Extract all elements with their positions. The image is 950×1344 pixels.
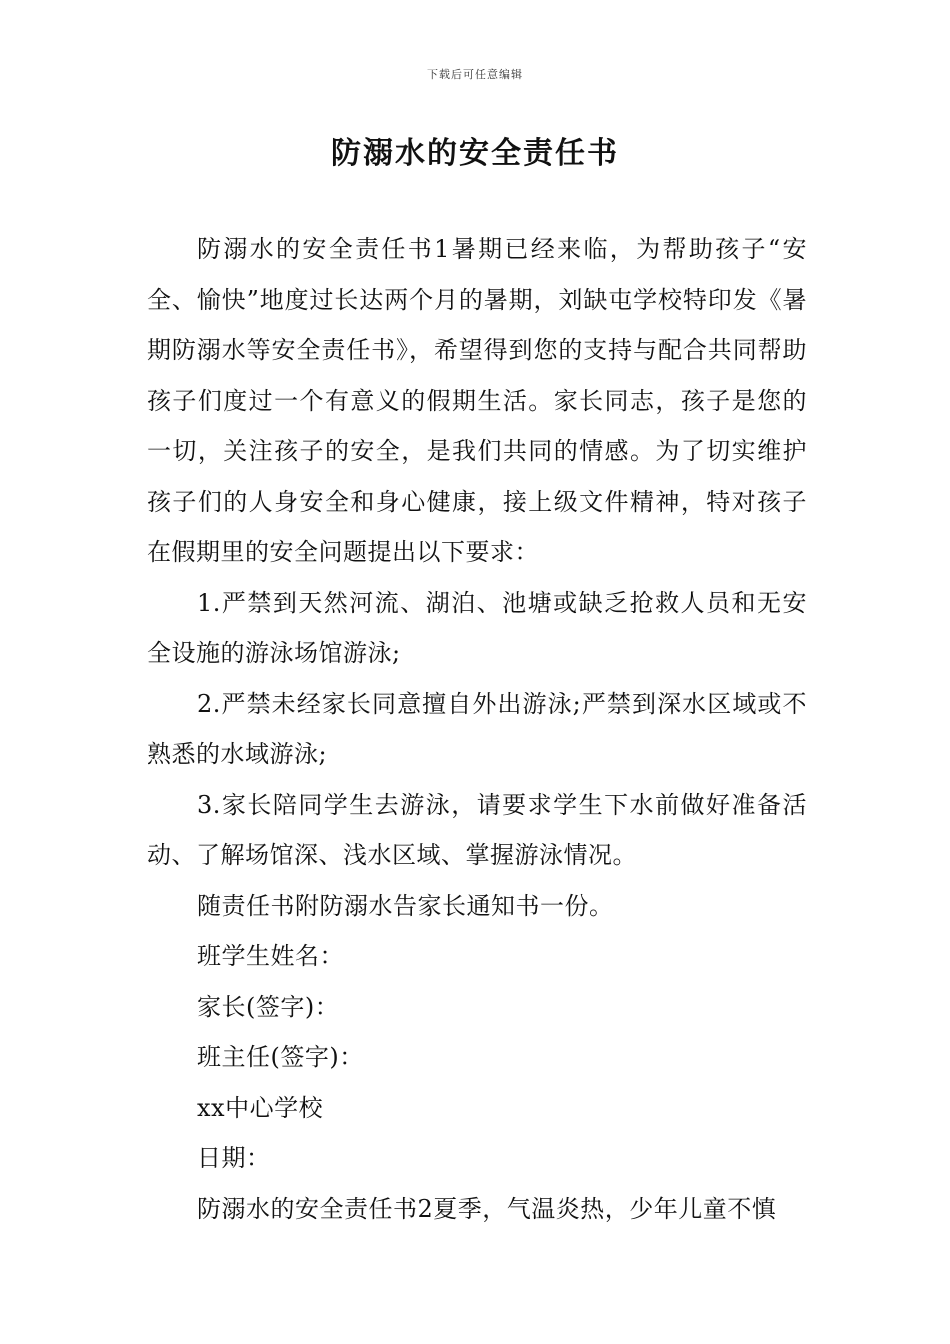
teacher-signature-field: 班主任(签字)： <box>197 1043 364 1071</box>
intro-paragraph: 防溺水的安全责任书1暑期已经来临，为帮助孩子“安全、愉快”地度过长达两个月的暑期，刘缺屯学校特印发《暑期防溺水等安全责任书》，希望得到您的支持与配合共同帮助孩子们度过一个有意义的假期生活。家长同志，孩子是您的一切，关注孩子的安全，是我们共同的情感。为了切实维护孩子们的人身安全和身心健康，接上级文件精神，特对孩子在假期里的安全问题提出以下要求： <box>147 235 807 566</box>
header-note: 下载后可任意编辑 <box>427 68 523 81</box>
document-body <box>147 224 807 1234</box>
attachment-note: 随责任书附防溺水告家长通知书一份。 <box>197 891 614 920</box>
requirement-2: 2.严禁未经家长同意擅自外出游泳;严禁到深水区域或不熟悉的水域游泳; <box>147 689 807 768</box>
requirement-3: 3.家长陪同学生去游泳，请要求学生下水前做好准备活动、了解场馆深、浅水区域、掌握游泳情况。 <box>147 790 807 869</box>
school-name: xx中心学校 <box>197 1093 324 1122</box>
document-title: 防溺水的安全责任书 <box>331 136 619 171</box>
date-field: 日期： <box>197 1144 271 1172</box>
student-name-field: 班学生姓名： <box>197 942 344 970</box>
requirement-1: 1.严禁到天然河流、湖泊、池塘或缺乏抢救人员和无安全设施的游泳场馆游泳; <box>147 588 807 667</box>
parent-signature-field: 家长(签字)： <box>197 992 340 1021</box>
second-letter-start: 防溺水的安全责任书2夏季，气温炎热，少年儿童不慎 <box>197 1194 777 1223</box>
